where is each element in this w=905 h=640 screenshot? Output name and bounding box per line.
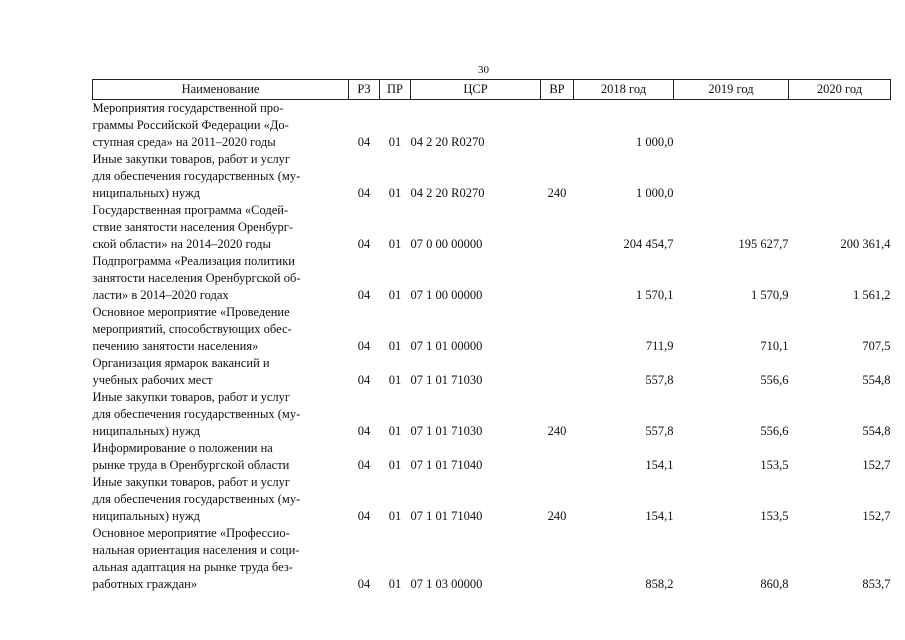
rz-cell: 04 [357, 373, 371, 387]
column-header-2019: 2019 год [674, 80, 789, 100]
name-line: Иные закупки товаров, работ и услуг [92, 475, 291, 489]
amount-2018-cell: 154,1 [645, 458, 674, 472]
table-row [93, 304, 891, 355]
column-header-2018: 2018 год [574, 80, 674, 100]
amount-2019-cell: 556,6 [760, 424, 789, 438]
table-row [93, 202, 891, 253]
amount-2018-cell: 711,9 [645, 339, 674, 353]
name-cell [93, 474, 349, 525]
csr-cell: 07 1 03 00000 [410, 577, 483, 591]
amount-2020-cell [789, 151, 891, 202]
name-cell [93, 100, 349, 152]
column-header-vr: ВР [541, 80, 574, 100]
column-header-pr: ПР [380, 80, 411, 100]
name-cell [93, 202, 349, 253]
table-row [93, 151, 891, 202]
name-line: ласти» в 2014–2020 годах [92, 288, 229, 302]
pr-cell: 01 [388, 237, 402, 251]
name-cell [93, 389, 349, 440]
pr-cell: 01 [388, 135, 402, 149]
csr-cell: 07 0 00 00000 [410, 237, 483, 251]
amount-2018-cell: 1 570,1 [636, 288, 674, 302]
amount-2020-cell: 554,8 [862, 424, 891, 438]
vr-cell [541, 100, 574, 152]
pr-cell: 01 [388, 577, 402, 591]
name-line: Основное мероприятие «Проведение [92, 305, 290, 319]
vr-cell [541, 440, 574, 474]
vr-cell [541, 202, 574, 253]
name-line: работных граждан» [92, 577, 198, 591]
amount-2020-cell: 707,5 [862, 339, 891, 353]
rz-cell: 04 [357, 288, 371, 302]
csr-cell: 07 1 01 71040 [410, 458, 483, 472]
amount-2020-cell: 152,7 [862, 509, 891, 523]
name-line: для обеспечения государственных (му- [92, 407, 301, 421]
name-line: Подпрограмма «Реализация политики [92, 254, 295, 268]
rz-cell: 04 [357, 458, 371, 472]
amount-2019-cell: 710,1 [760, 339, 789, 353]
table-row [93, 525, 891, 593]
pr-cell: 01 [388, 373, 402, 387]
amount-2019-cell [674, 151, 789, 202]
rz-cell: 04 [357, 339, 371, 353]
vr-cell [541, 355, 574, 389]
vr-cell: 240 [547, 424, 567, 438]
amount-2018-cell: 1 000,0 [636, 186, 674, 200]
name-line: альная адаптация на рынке труда без- [92, 560, 293, 574]
name-line: ниципальных) нужд [92, 186, 200, 200]
pr-cell: 01 [388, 339, 402, 353]
amount-2020-cell: 200 361,4 [840, 237, 891, 251]
name-line: печению занятости населения» [92, 339, 259, 353]
vr-cell [541, 304, 574, 355]
pr-cell: 01 [388, 288, 402, 302]
amount-2018-cell: 204 454,7 [623, 237, 674, 251]
amount-2020-cell: 554,8 [862, 373, 891, 387]
name-line: для обеспечения государственных (му- [92, 169, 301, 183]
amount-2018-cell: 154,1 [645, 509, 674, 523]
rz-cell: 04 [357, 577, 371, 591]
column-header-name: Наименование [93, 80, 349, 100]
page-number: 30 [478, 64, 489, 76]
csr-cell: 07 1 01 71030 [410, 373, 483, 387]
amount-2018-cell: 557,8 [645, 373, 674, 387]
table-header-row [93, 80, 891, 100]
column-header-csr: ЦСР [411, 80, 541, 100]
table-row [93, 355, 891, 389]
csr-cell: 04 2 20 R0270 [410, 186, 485, 200]
name-cell [93, 525, 349, 593]
table-row [93, 253, 891, 304]
name-line: ствие занятости населения Оренбург- [92, 220, 294, 234]
table-row [93, 100, 891, 152]
table-row [93, 474, 891, 525]
name-cell [93, 253, 349, 304]
rz-cell: 04 [357, 186, 371, 200]
name-cell [93, 440, 349, 474]
amount-2020-cell: 152,7 [862, 458, 891, 472]
amount-2019-cell: 153,5 [760, 509, 789, 523]
name-line: ской области» на 2014–2020 годы [92, 237, 271, 251]
amount-2019-cell: 1 570,9 [751, 288, 789, 302]
name-line: Иные закупки товаров, работ и услуг [92, 152, 291, 166]
name-line: учебных рабочих мест [92, 373, 213, 387]
vr-cell: 240 [547, 509, 567, 523]
table-row [93, 440, 891, 474]
rz-cell: 04 [357, 135, 371, 149]
budget-table [92, 79, 891, 593]
name-line: рынке труда в Оренбургской области [92, 458, 290, 472]
csr-cell: 07 1 01 71030 [410, 424, 483, 438]
name-line: для обеспечения государственных (му- [92, 492, 301, 506]
name-line: граммы Российской Федерации «До- [92, 118, 289, 132]
name-line: нальная ориентация населения и соци- [92, 543, 300, 557]
amount-2019-cell: 860,8 [760, 577, 789, 591]
name-cell [93, 355, 349, 389]
rz-cell: 04 [357, 424, 371, 438]
name-line: ниципальных) нужд [92, 509, 200, 523]
amount-2019-cell: 195 627,7 [738, 237, 789, 251]
name-line: занятости населения Оренбургской об- [92, 271, 301, 285]
amount-2020-cell: 1 561,2 [853, 288, 891, 302]
amount-2019-cell: 153,5 [760, 458, 789, 472]
amount-2019-cell: 556,6 [760, 373, 789, 387]
name-line: Организация ярмарок вакансий и [92, 356, 270, 370]
vr-cell: 240 [547, 186, 567, 200]
name-line: Информирование о положении на [92, 441, 273, 455]
csr-cell: 07 1 00 00000 [410, 288, 483, 302]
name-line: Мероприятия государственной про- [92, 101, 284, 115]
vr-cell [541, 253, 574, 304]
vr-cell [541, 525, 574, 593]
amount-2020-cell: 853,7 [862, 577, 891, 591]
amount-2018-cell: 557,8 [645, 424, 674, 438]
table-row [93, 389, 891, 440]
csr-cell: 07 1 01 00000 [410, 339, 483, 353]
name-line: мероприятий, способствующих обес- [92, 322, 292, 336]
csr-cell: 04 2 20 R0270 [410, 135, 485, 149]
column-header-rz: РЗ [349, 80, 380, 100]
rz-cell: 04 [357, 509, 371, 523]
rz-cell: 04 [357, 237, 371, 251]
amount-2019-cell [674, 100, 789, 152]
pr-cell: 01 [388, 509, 402, 523]
name-line: Основное мероприятие «Профессио- [92, 526, 290, 540]
name-line: Государственная программа «Содей- [92, 203, 289, 217]
pr-cell: 01 [388, 424, 402, 438]
amount-2018-cell: 858,2 [645, 577, 674, 591]
pr-cell: 01 [388, 458, 402, 472]
name-cell [93, 304, 349, 355]
name-line: Иные закупки товаров, работ и услуг [92, 390, 291, 404]
name-line: ступная среда» на 2011–2020 годы [92, 135, 276, 149]
name-line: ниципальных) нужд [92, 424, 200, 438]
amount-2018-cell: 1 000,0 [636, 135, 674, 149]
csr-cell: 07 1 01 71040 [410, 509, 483, 523]
table-body [93, 100, 891, 594]
name-cell [93, 151, 349, 202]
amount-2020-cell [789, 100, 891, 152]
pr-cell: 01 [388, 186, 402, 200]
column-header-2020: 2020 год [789, 80, 891, 100]
